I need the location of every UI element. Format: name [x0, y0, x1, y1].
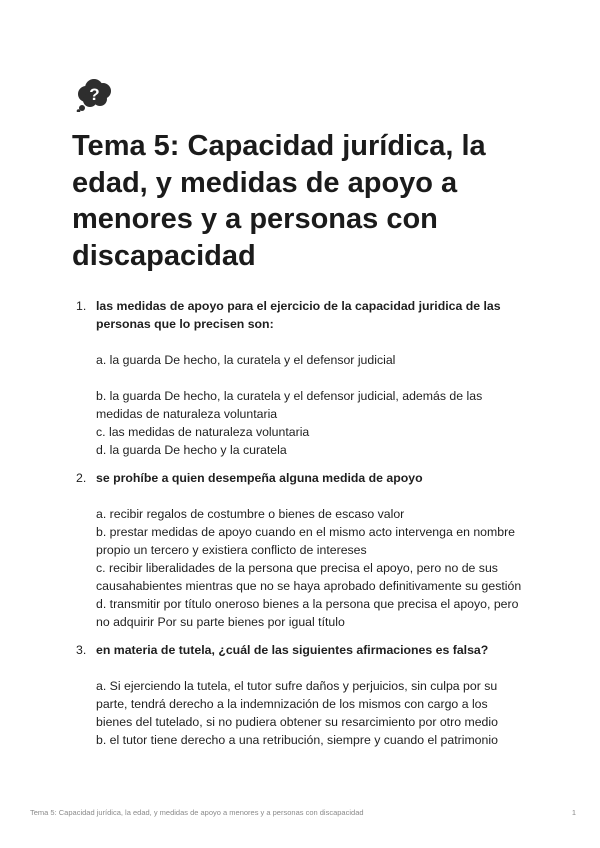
question-text: las medidas de apoyo para el ejercicio de la capacidad juridica de las personas que lo precisen son:	[96, 299, 501, 331]
question-number: 3.	[76, 643, 87, 657]
option-d: d. transmitir por título oneroso bienes a la persona que precisa el apoyo, pero no adquirir Por su parte bienes por igual título	[96, 597, 519, 629]
option-a: a. recibir regalos de costumbre o bienes de escaso valor	[96, 507, 405, 521]
question-text: en materia de tutela, ¿cuál de las siguientes afirmaciones es falsa?	[96, 643, 489, 657]
footer-title: Tema 5: Capacidad jurídica, la edad, y medidas de apoyo a menores y a personas con discapacidad	[30, 808, 364, 817]
option-c: c. recibir liberalidades de la persona que precisa el apoyo, pero no de sus causahabientes mientras que no se haya aprobado definitivamente su gestión	[96, 561, 522, 593]
page-footer	[30, 808, 576, 817]
option-b: b. el tutor tiene derecho a una retribución, siempre y cuando el patrimonio	[96, 733, 498, 747]
option-list	[96, 351, 526, 459]
svg-text:?: ?	[89, 85, 100, 104]
option-a: a. Si ejerciendo la tutela, el tutor sufre daños y perjuicios, sin culpa por su parte, tendrá derecho a la indemnización de los mismos con cargo a los bienes del tutelado, si no pudiera obtener su resarcimiento por otro medio	[96, 679, 498, 729]
option-c: c. las medidas de naturaleza voluntaria	[96, 425, 310, 439]
question-item	[76, 641, 526, 749]
question-number: 1.	[76, 299, 87, 313]
option-d: d. la guarda De hecho y la curatela	[96, 443, 287, 457]
option-list	[96, 677, 526, 749]
question-list	[76, 297, 526, 749]
question-number: 2.	[76, 471, 87, 485]
page-title: Tema 5: Capacidad jurídica, la edad, y medidas de apoyo a menores y a personas con discapacidad	[72, 130, 486, 272]
option-b: b. la guarda De hecho, la curatela y el defensor judicial, además de las medidas de naturaleza voluntaria	[96, 389, 483, 421]
question-item	[76, 469, 526, 631]
option-list	[96, 505, 526, 631]
thought-question-icon	[76, 78, 114, 112]
option-a: a. la guarda De hecho, la curatela y el defensor judicial	[96, 353, 396, 367]
question-item	[76, 297, 526, 459]
option-b: b. prestar medidas de apoyo cuando en el mismo acto intervenga en nombre propio un tercero y existiera conflicto de intereses	[96, 525, 516, 557]
page-number: 1	[571, 808, 576, 817]
question-text: se prohíbe a quien desempeña alguna medida de apoyo	[96, 471, 423, 485]
